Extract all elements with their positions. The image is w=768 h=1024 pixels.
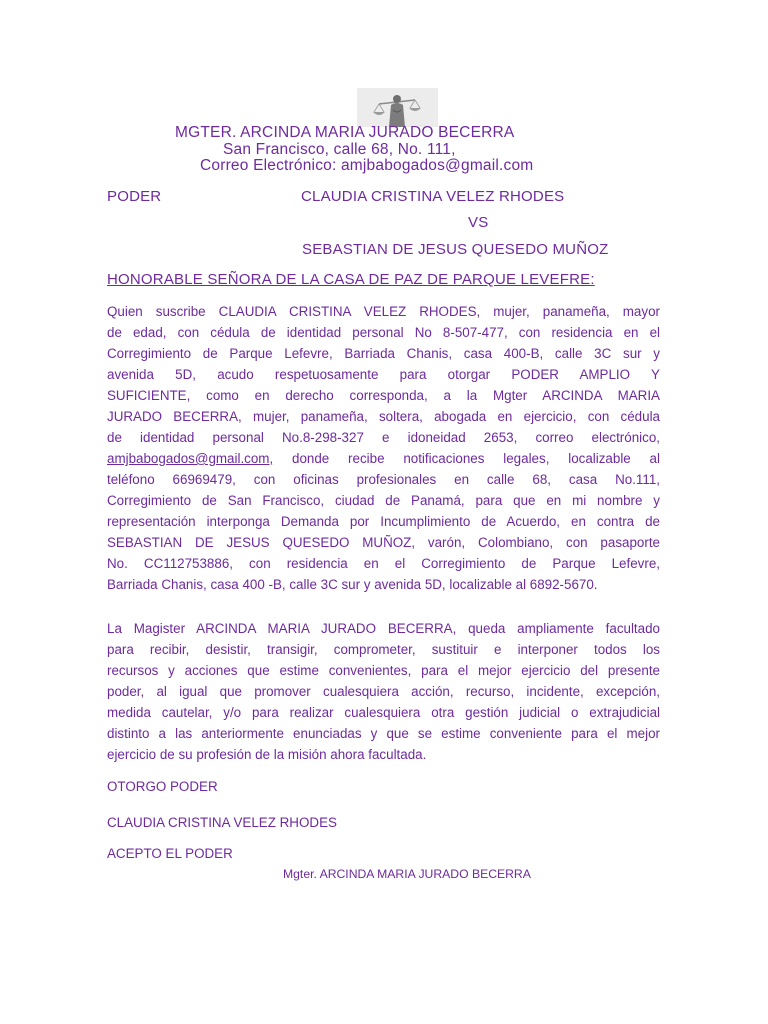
addressee-heading: HONORABLE SEÑORA DE LA CASA DE PAZ DE PARQUE LEVEFRE: (107, 271, 595, 288)
lady-justice-icon (357, 88, 438, 127)
paragraph-line: para recibir, desistir, transigir, comprometer, sustituir e interponer todos los (107, 642, 660, 657)
document-type-label: PODER (107, 188, 162, 205)
versus-label: VS (468, 214, 489, 231)
counterparty-name: SEBASTIAN DE JESUS QUESEDO MUÑOZ (302, 241, 609, 258)
grantor-signature-name: CLAUDIA CRISTINA VELEZ RHODES (107, 815, 337, 830)
paragraph-line: SEBASTIAN DE JESUS QUESEDO MUÑOZ, varón, Colombiano, con pasaporte (107, 535, 660, 550)
paragraph-line-with-link (107, 448, 660, 469)
paragraph-line: de edad, con cédula de identidad personal No 8-507-477, con residencia en el (107, 325, 660, 340)
paragraph-line: de identidad personal No.8-298-327 e idoneidad 2653, correo electrónico, (107, 430, 660, 445)
authority-paragraph (107, 618, 660, 765)
paragraph-line: ejercicio de su profesión de la misión ahora facultada. (107, 747, 427, 762)
acceptance-statement: ACEPTO EL PODER (107, 846, 233, 861)
paragraph-line: teléfono 66969479, con oficinas profesionales en calle 68, casa No.111, (107, 472, 660, 487)
paragraph-line: Corregimiento de San Francisco, ciudad de Panamá, para que en mi nombre y (107, 493, 660, 508)
paragraph-line: SUFICIENTE, como en derecho corresponda, a la Mgter ARCINDA MARIA (107, 388, 660, 403)
paragraph-line: JURADO BECERRA, mujer, panameña, soltera, abogada en ejercicio, con cédula (107, 409, 660, 424)
paragraph-line: distinto a las anteriormente enunciadas y que se estime conveniente para el mejor (107, 726, 660, 741)
paragraph-line: avenida 5D, acudo respetuosamente para otorgar PODER AMPLIO Y (107, 367, 660, 382)
paragraph-line-text: donde recibe notificaciones legales, localizable al (292, 451, 660, 466)
office-address: San Francisco, calle 68, No. 111, (223, 141, 456, 158)
paragraph-line: recursos y acciones que estime convenientes, para el mejor ejercicio del presente (107, 663, 660, 678)
attorney-signature-name: Mgter. ARCINDA MARIA JURADO BECERRA (283, 867, 531, 881)
email-link[interactable]: amjbabogados@gmail.com, (107, 451, 274, 466)
grantor-name: CLAUDIA CRISTINA VELEZ RHODES (301, 188, 565, 205)
paragraph-line: La Magister ARCINDA MARIA JURADO BECERRA, queda ampliamente facultado (107, 621, 660, 636)
power-grant-paragraph (107, 301, 660, 595)
attorney-name-heading: MGTER. ARCINDA MARIA JURADO BECERRA (175, 124, 515, 141)
contact-email-line: Correo Electrónico: amjbabogados@gmail.com (200, 157, 534, 174)
paragraph-line: Quien suscribe CLAUDIA CRISTINA VELEZ RHODES, mujer, panameña, mayor (107, 304, 660, 319)
paragraph-line: medida cautelar, y/o para realizar cualesquiera otra gestión judicial o extrajudicial (107, 705, 660, 720)
paragraph-line: No. CC112753886, con residencia en el Corregimiento de Parque Lefevre, (107, 556, 660, 571)
grant-statement: OTORGO PODER (107, 779, 218, 794)
paragraph-line: representación interponga Demanda por Incumplimiento de Acuerdo, en contra de (107, 514, 660, 529)
paragraph-line: poder, al igual que promover cualesquiera acción, recurso, incidente, excepción, (107, 684, 660, 699)
paragraph-line: Barriada Chanis, casa 400 -B, calle 3C sur y avenida 5D, localizable al 6892-5670. (107, 577, 598, 592)
paragraph-line: Corregimiento de Parque Lefevre, Barriada Chanis, casa 400-B, calle 3C sur y (107, 346, 660, 361)
